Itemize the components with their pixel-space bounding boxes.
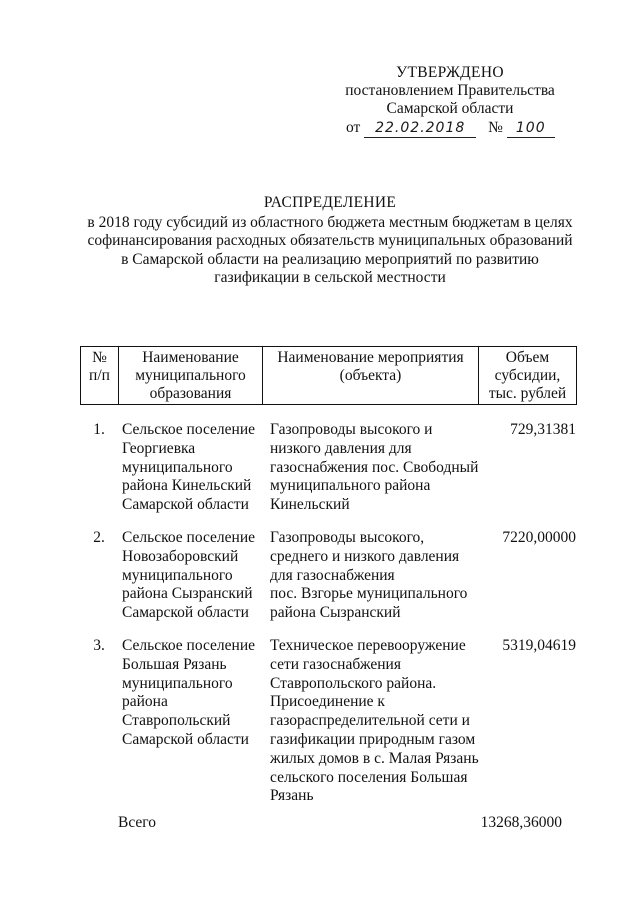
header-text: образования	[149, 385, 232, 402]
cell-line: газораспределительной сети и	[270, 712, 470, 730]
approval-line-2: Самарской области	[386, 100, 514, 117]
cell-line: муниципального	[122, 458, 233, 476]
cell-line: района Сызранский	[270, 604, 401, 622]
cell-line: жилых домов в с. Малая Рязань	[270, 749, 479, 767]
cell-line: пос. Взгорье муниципального	[270, 585, 468, 603]
cell-line: газоснабжения пос. Свободный	[270, 458, 479, 476]
header-text: Наименование	[142, 349, 239, 366]
row-amount: 5319,04619	[502, 637, 576, 654]
header-text: (объекта)	[339, 367, 402, 384]
approval-date	[364, 119, 476, 138]
cell-line: Самарской области	[122, 496, 249, 514]
cell-line: Кинельский	[270, 496, 350, 514]
header-text: п/п	[89, 367, 110, 384]
cell-line: среднего и низкого давления	[270, 547, 460, 565]
cell-line: Самарской области	[122, 604, 249, 622]
row-municipality	[122, 529, 262, 623]
handwritten-number: 100	[515, 120, 546, 136]
row-number: 2.	[93, 529, 105, 546]
header-text: субсидии,	[494, 367, 561, 384]
cell-line: Сельское поселение	[122, 637, 255, 654]
cell-line: Газопроводы высокого и	[270, 421, 433, 438]
cell-line: Рязань	[270, 787, 314, 805]
heading-line: софинансирования расходных обязательств муниципальных образований	[87, 232, 573, 249]
cell-line: Большая Рязань	[122, 655, 227, 673]
cell-line: Сельское поселение	[122, 529, 255, 546]
cell-line: муниципального района	[270, 477, 431, 495]
number-prefix: №	[488, 119, 503, 136]
total-value: 13268,36000	[480, 814, 562, 831]
table-header	[80, 346, 577, 405]
heading-line: в Самарской области на реализацию мероприятий по развитию	[121, 250, 539, 268]
header-num	[81, 347, 119, 404]
cell-line: Сельское поселение	[122, 421, 255, 438]
approval-title: УТВЕРЖДЕНО	[396, 64, 504, 81]
cell-line: Самарской области	[122, 730, 249, 748]
header-text: муниципального	[135, 367, 246, 384]
row-municipality	[122, 421, 262, 515]
row-event	[270, 529, 480, 623]
header-amount	[479, 347, 577, 404]
header-text: Наименование мероприятия	[277, 349, 464, 366]
cell-line: Техническое перевооружение	[270, 637, 466, 654]
total-label: Всего	[118, 814, 157, 831]
heading-line: в 2018 году субсидий из областного бюджета местным бюджетам в целях	[87, 213, 573, 231]
heading-title: РАСПРЕДЕЛЕНИЕ	[263, 194, 397, 211]
cell-line: Присоединение к	[270, 693, 385, 711]
cell-line: района	[122, 693, 168, 711]
row-amount: 729,31381	[510, 421, 576, 438]
row-municipality	[122, 637, 262, 750]
cell-line: муниципального	[122, 674, 233, 692]
header-text: Объем	[505, 349, 550, 366]
cell-line: Новозаборовский	[122, 547, 239, 565]
handwritten-date: 22.02.2018	[375, 120, 466, 136]
approval-number	[507, 119, 555, 138]
approval-block	[330, 64, 570, 138]
cell-line: сельского поселения Большая	[270, 768, 468, 786]
cell-line: для газоснабжения	[270, 566, 395, 584]
heading-line: газификации в сельской местности	[214, 269, 446, 286]
header-text: тыс. рублей	[488, 385, 567, 402]
row-amount: 7220,00000	[502, 529, 576, 546]
date-prefix: от	[346, 119, 361, 136]
cell-line: района Кинельский	[122, 477, 252, 495]
document-heading	[60, 194, 600, 288]
row-number: 1.	[93, 421, 105, 438]
header-event	[263, 347, 479, 404]
approval-date-line	[330, 119, 570, 138]
cell-line: Георгиевка	[122, 439, 196, 457]
cell-line: Ставропольский	[122, 712, 231, 730]
cell-line: сети газоснабжения	[270, 655, 401, 673]
cell-line: Ставропольского района.	[270, 674, 437, 692]
row-event	[270, 421, 480, 515]
header-name	[119, 347, 263, 404]
header-text: №	[92, 349, 107, 366]
cell-line: района Сызранский	[122, 585, 253, 603]
row-number: 3.	[93, 637, 105, 654]
cell-line: газификации природным газом	[270, 730, 476, 748]
cell-line: муниципального	[122, 566, 233, 584]
cell-line: Газопроводы высокого,	[270, 529, 425, 546]
approval-line-1: постановлением Правительства	[345, 82, 555, 99]
row-event	[270, 637, 480, 806]
cell-line: низкого давления для	[270, 439, 412, 457]
